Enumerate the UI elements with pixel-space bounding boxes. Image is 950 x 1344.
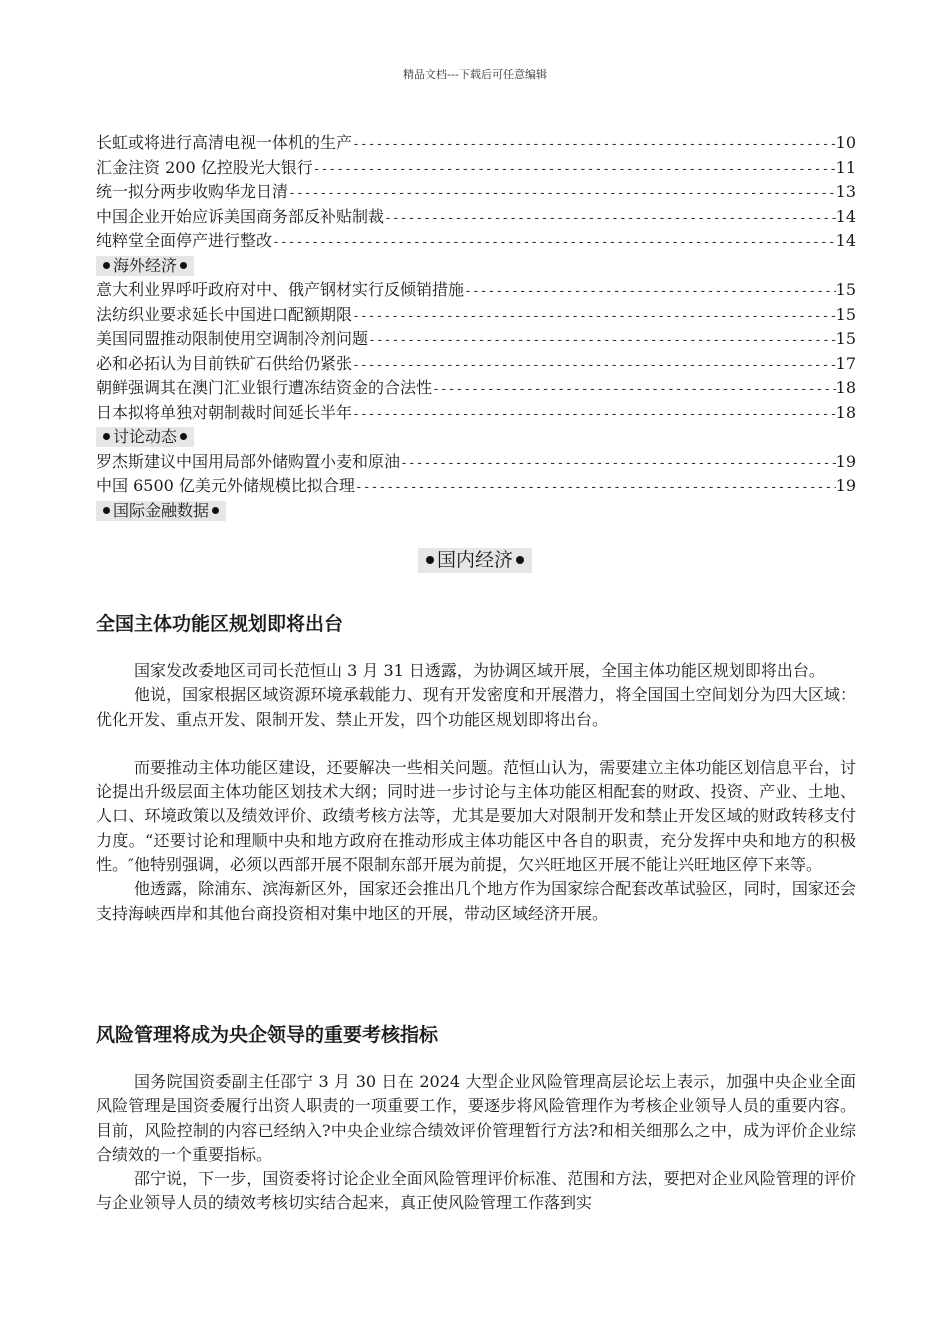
bullet-dot-icon <box>180 262 187 269</box>
toc-item-title: 美国同盟推动限制使用空调制冷剂问题 <box>96 329 369 348</box>
toc-item-page: 10 <box>835 133 856 152</box>
toc-item-title: 罗杰斯建议中国用局部外储购置小麦和原油 <box>96 451 401 471</box>
toc-item-title: 日本拟将单独对朝制裁时间延长半年 <box>96 402 353 422</box>
section-tag <box>96 501 226 521</box>
toc-item-page: 19 <box>835 451 856 471</box>
article-paragraph: 国家发改委地区司司长范恒山 3 月 31 日透露，为协调区域开展，全国主体功能区规划即将出台。 <box>134 661 825 680</box>
toc-leader <box>352 133 836 158</box>
toc-item[interactable] <box>96 352 856 377</box>
toc-item-title: 中国企业开始应诉美国商务部反补贴制裁 <box>96 206 385 226</box>
bullet-dot-icon <box>103 262 110 269</box>
article-2 <box>96 1022 856 1216</box>
toc-item[interactable] <box>96 229 856 254</box>
toc-item-page: 14 <box>835 231 856 250</box>
toc-section-heading[interactable] <box>96 499 856 524</box>
toc-item[interactable] <box>96 180 856 205</box>
toc-leader <box>352 305 836 330</box>
toc-item-page: 11 <box>835 157 856 177</box>
toc-item-title: 统一拟分两步收购华龙日清 <box>96 182 289 201</box>
toc-leader <box>432 378 836 403</box>
page-header: 精品文档---下载后可任意编辑 <box>403 68 547 81</box>
toc-item[interactable] <box>96 401 856 426</box>
section-banner <box>0 548 950 573</box>
toc-leader <box>313 158 836 183</box>
toc-section-title: 讨论动态 <box>113 427 178 446</box>
section-banner-title: 国内经济 <box>436 549 513 571</box>
article-title: 风险管理将成为央企领导的重要考核指标 <box>96 1024 439 1046</box>
article-title: 全国主体功能区规划即将出台 <box>96 613 344 635</box>
toc-item[interactable] <box>96 376 856 401</box>
toc-item-page: 19 <box>835 476 856 495</box>
toc-leader <box>352 403 836 428</box>
article-paragraph: 他说，国家根据区域资源环境承载能力、现有开发密度和开展潜力，将全国国土空间划分为四大区域：优化开发、重点开发、限制开发、禁止开发，四个功能区规划即将出台。 <box>96 685 856 729</box>
toc-item-page: 15 <box>835 304 856 324</box>
toc-section-heading[interactable] <box>96 254 856 279</box>
toc-item-title: 纯粹堂全面停产进行整改 <box>96 231 273 250</box>
article-paragraph: 邵宁说，下一步，国资委将讨论企业全面风险管理评价标准、范围和方法，要把对企业风险管理的评价与企业领导人员的绩效考核切实结合起来，真正使风险管理工作落到实 <box>96 1169 856 1213</box>
toc-item-page: 17 <box>835 353 856 373</box>
toc-leader <box>368 329 836 354</box>
toc-section-heading[interactable] <box>96 425 856 450</box>
toc-item-title: 必和必拓认为目前铁矿石供给仍紧张 <box>96 353 353 373</box>
toc-item-page: 15 <box>835 280 856 299</box>
bullet-dot-icon <box>103 507 110 514</box>
bullet-dot-icon <box>180 433 187 440</box>
toc-item-page: 18 <box>835 402 856 422</box>
article-paragraph: 他透露，除浦东、滨海新区外，国家还会推出几个地方作为国家综合配套改革试验区，同时，国家还会支持海峡西岸和其他台商投资相对集中地区的开展，带动区域经济开展。 <box>96 879 856 923</box>
toc-item-title: 中国 6500 亿美元外储规模比拟合理 <box>96 476 355 495</box>
toc-leader <box>355 476 836 501</box>
bullet-dot-icon <box>426 556 434 564</box>
article-paragraph: 国务院国资委副主任邵宁 3 月 30 日在 2024 大型企业风险管理高层论坛上表示，加强中央企业全面风险管理是国资委履行出资人职责的一项重要工作，要逐步将风险管理作为考核企业领导人员的重要内容。目前，风险控制的内容已经纳入?中央企业综合绩效评价管理暂行方法?和相关细那么之中，成为评价企业综合绩效的一个重要指标。 <box>96 1072 856 1164</box>
toc-item-page: 15 <box>835 329 856 348</box>
article-1 <box>96 611 856 926</box>
toc-item[interactable] <box>96 450 856 475</box>
article-paragraph: 而要推动主体功能区建设，还要解决一些相关问题。范恒山认为，需要建立主体功能区划信息平台，讨论提出升级层面主体功能区划技术大纲；同时进一步讨论与主体功能区相配套的财政、投资、产业、土地、人口、环境政策以及绩效评价、政绩考核方法等，尤其是要加大对限制开发和禁止开发区域的财政转移支付力度。“还要讨论和理顺中央和地方政府在推动形成主体功能区中各自的职责，充分发挥中央和地方的积极性。″他特别强调，必须以西部开展不限制东部开展为前提，欠兴旺地区开展不能让兴旺地区停下来等。 <box>96 757 856 875</box>
section-banner-tag <box>418 548 532 573</box>
toc-leader <box>352 354 836 379</box>
toc-section-title: 国际金融数据 <box>113 500 210 520</box>
table-of-contents <box>96 131 856 523</box>
toc-item[interactable] <box>96 205 856 230</box>
toc-item[interactable] <box>96 278 856 303</box>
toc-item-title: 汇金注资 200 亿控股光大银行 <box>96 157 313 177</box>
toc-item-title: 长虹或将进行高清电视一体机的生产 <box>96 133 353 152</box>
bullet-dot-icon <box>212 507 219 514</box>
toc-leader <box>400 452 836 477</box>
toc-item-page: 18 <box>835 378 856 397</box>
toc-item-title: 朝鲜强调其在澳门汇业银行遭冻结资金的合法性 <box>96 378 433 397</box>
toc-item-title: 意大利业界呼吁政府对中、俄产钢材实行反倾销措施 <box>96 280 465 299</box>
toc-leader <box>464 280 836 305</box>
toc-item[interactable] <box>96 327 856 352</box>
toc-item[interactable] <box>96 156 856 181</box>
section-tag <box>96 256 194 276</box>
toc-section-title: 海外经济 <box>113 255 178 275</box>
toc-leader <box>288 182 836 207</box>
toc-item[interactable] <box>96 131 856 156</box>
toc-item-page: 13 <box>835 182 856 201</box>
bullet-dot-icon <box>516 556 524 564</box>
toc-item-title: 法纺织业要求延长中国进口配额期限 <box>96 304 353 324</box>
toc-item-page: 14 <box>835 206 856 226</box>
toc-item[interactable] <box>96 303 856 328</box>
toc-leader <box>384 207 836 232</box>
toc-leader <box>272 231 836 256</box>
toc-item[interactable] <box>96 474 856 499</box>
section-tag <box>96 427 194 447</box>
bullet-dot-icon <box>103 433 110 440</box>
